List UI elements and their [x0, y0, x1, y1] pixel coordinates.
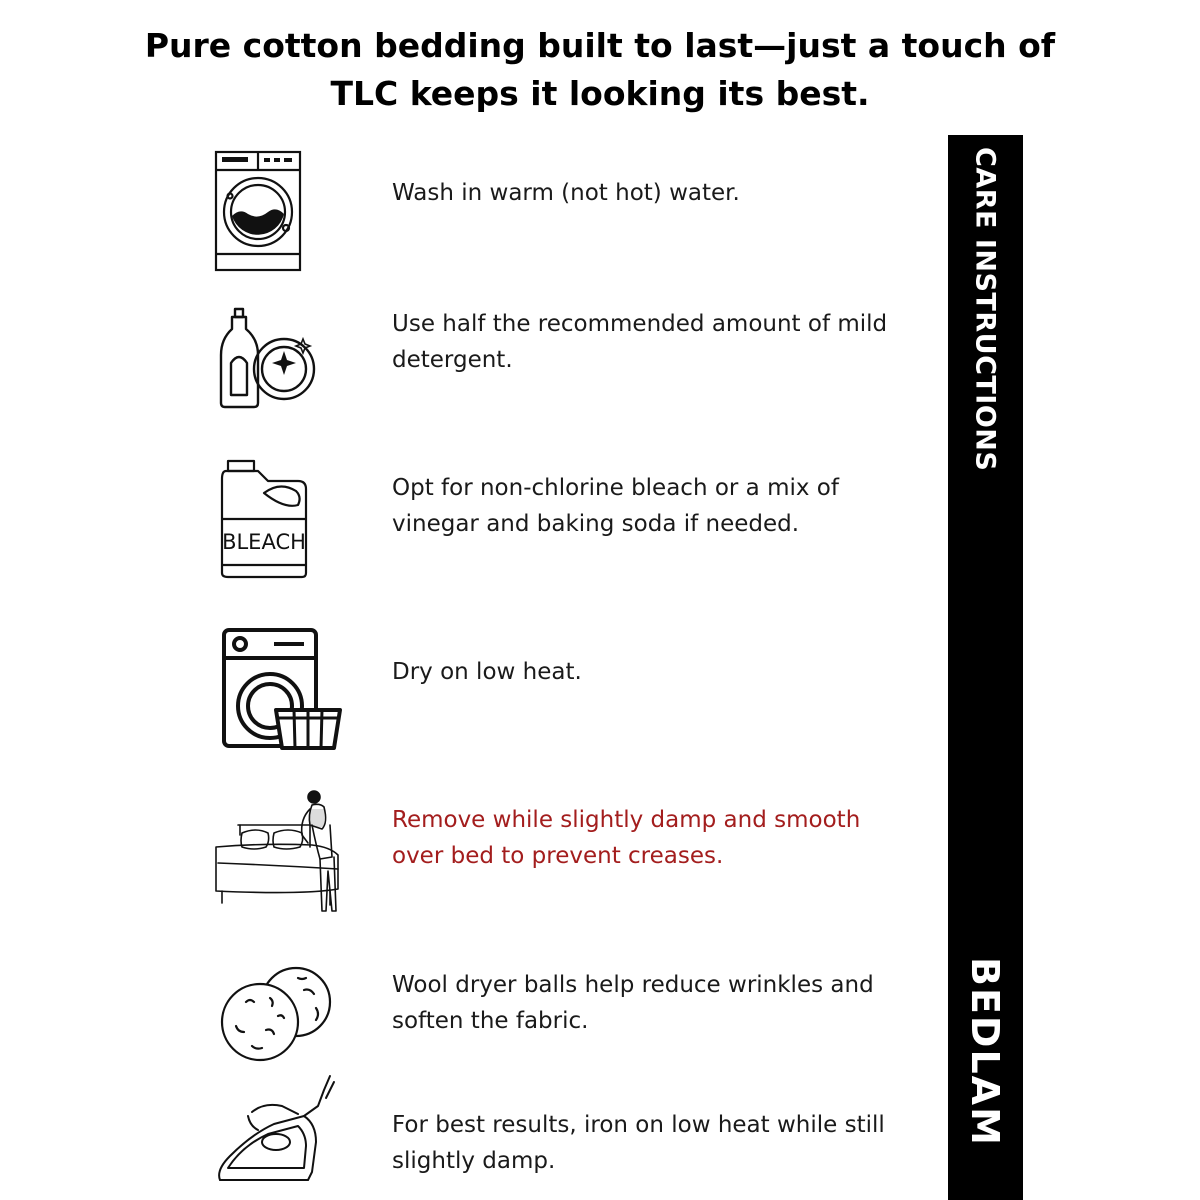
care-item-wool-balls	[0, 955, 940, 1075]
bleach-bottle-icon	[218, 457, 312, 581]
care-item-wash	[0, 140, 940, 290]
care-text-dry	[392, 654, 937, 690]
care-text-iron	[392, 1107, 937, 1179]
page-headline	[100, 22, 1100, 118]
care-item-iron	[0, 1070, 940, 1195]
person-making-bed-icon	[212, 785, 362, 925]
care-item-remove-damp	[0, 785, 940, 935]
care-text-line: For best results, iron on low heat while still	[392, 1112, 885, 1138]
care-text-line: Wool dryer balls help reduce wrinkles and	[392, 972, 874, 998]
care-text-line: soften the fabric.	[392, 1008, 589, 1034]
steam-iron-icon	[212, 1072, 336, 1186]
care-text-line: Dry on low heat.	[392, 659, 582, 685]
care-text-line: detergent.	[392, 347, 513, 373]
dryer-with-basket-icon	[218, 626, 346, 750]
care-text-line: slightly damp.	[392, 1148, 556, 1174]
care-item-dry	[0, 620, 940, 760]
brand-name: BEDLAM	[963, 957, 1007, 1147]
washing-machine-icon	[210, 148, 306, 274]
care-text-line: vinegar and baking soda if needed.	[392, 511, 800, 537]
care-text-line: Use half the recommended amount of mild	[392, 311, 888, 337]
care-text-line: Opt for non-chlorine bleach or a mix of	[392, 475, 839, 501]
care-text-line: Remove while slightly damp and smooth	[392, 807, 861, 833]
care-text-remove-damp	[392, 802, 937, 874]
care-instructions-sidebar	[948, 135, 1023, 1200]
care-item-bleach	[0, 455, 940, 585]
headline-line-1: Pure cotton bedding built to last—just a touch of	[144, 26, 1056, 65]
care-text-line: Wash in warm (not hot) water.	[392, 180, 740, 206]
headline-line-2: TLC keeps it looking its best.	[330, 74, 870, 113]
care-text-wash	[392, 175, 937, 211]
care-item-detergent	[0, 300, 940, 420]
care-text-wool-balls	[392, 967, 937, 1039]
wool-dryer-balls-icon	[218, 960, 334, 1066]
bleach-label: BLEACH	[222, 530, 306, 554]
detergent-dish-icon	[214, 305, 318, 411]
care-text-detergent	[392, 306, 937, 378]
care-text-line: over bed to prevent creases.	[392, 843, 724, 869]
care-text-bleach	[392, 470, 937, 542]
section-label: CARE INSTRUCTIONS	[969, 147, 1001, 472]
